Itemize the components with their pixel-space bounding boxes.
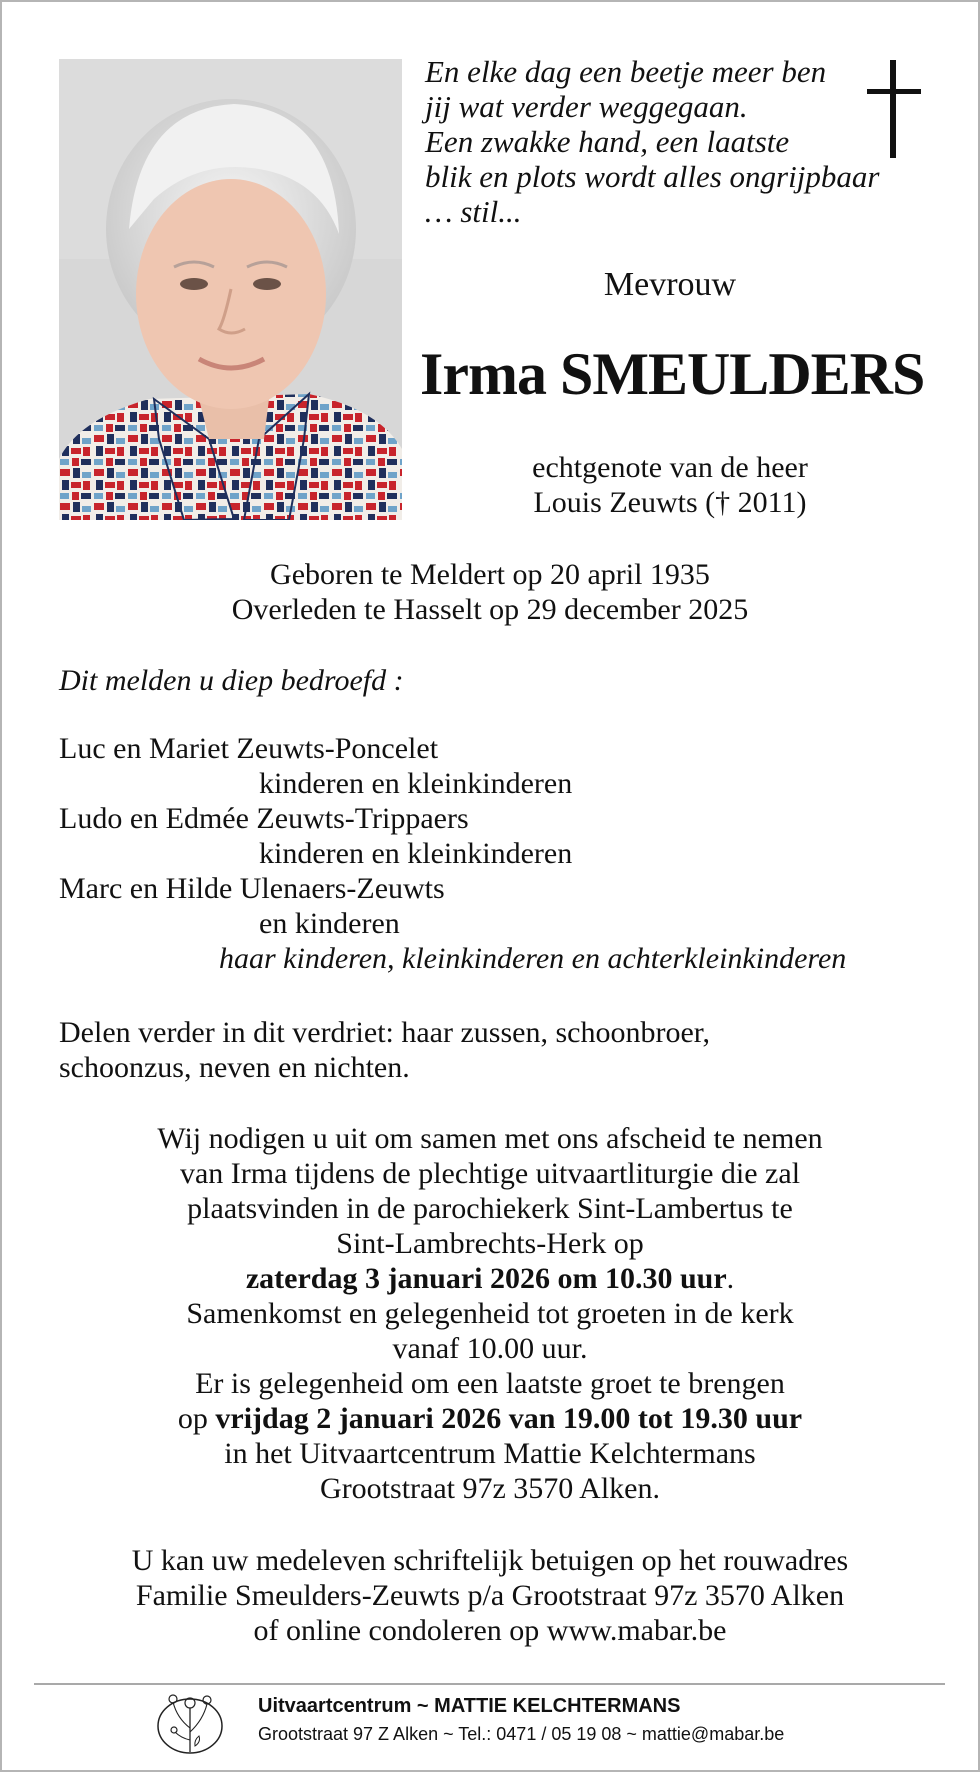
relatives-line: schoonzus, neven en nichten.: [59, 1051, 410, 1084]
viewing-date: vrijdag 2 januari 2026 van 19.00 tot 19.30 uur: [215, 1402, 803, 1435]
relatives-line: Delen verder in dit verdriet: haar zussen, schoonbroer,: [59, 1016, 711, 1049]
viewing-date-line: op vrijdag 2 januari 2026 van 19.00 tot 19.30 uur: [177, 1402, 803, 1435]
ceremony-line: Grootstraat 97z 3570 Alken.: [320, 1472, 660, 1505]
funeral-home-contact: Grootstraat 97 Z Alken ~ Tel.: 0471 / 05 19 08 ~ mattie@mabar.be: [258, 1724, 785, 1744]
ceremony-info: [0, 1121, 980, 1506]
spouse-line: echtgenote van de heer: [532, 451, 808, 484]
condolence-line: of online condoleren op www.mabar.be: [253, 1614, 727, 1647]
birth-line: Geboren te Meldert op 20 april 1935: [270, 558, 710, 591]
flower-logo-icon: [155, 1688, 225, 1756]
poem-line: En elke dag een beetje meer ben: [425, 54, 827, 89]
portrait-photo: [59, 59, 402, 520]
family-last: haar kinderen, kleinkinderen en achterkleinkinderen: [219, 942, 847, 975]
ceremony-line: in het Uitvaartcentrum Mattie Kelchtermans: [224, 1437, 756, 1470]
cross-icon: [865, 60, 925, 160]
condolence-line: U kan uw medeleven schriftelijk betuigen op het rouwadres: [131, 1544, 849, 1577]
family-sub: kinderen en kleinkinderen: [259, 837, 573, 870]
salutation: Mevrouw: [603, 266, 737, 303]
poem-line: blik en plots wordt alles ongrijpbaar: [425, 159, 880, 194]
family-name: Ludo en Edmée Zeuwts-Trippaers: [59, 802, 469, 835]
condolence-line: Familie Smeulders-Zeuwts p/a Grootstraat 97z 3570 Alken: [135, 1579, 845, 1612]
spouse-info: [420, 450, 920, 520]
spouse-line: Louis Zeuwts († 2011): [533, 486, 807, 519]
poem: [425, 54, 895, 229]
ceremony-line: Sint-Lambrechts-Herk op: [336, 1227, 644, 1260]
poem-line: … stil...: [425, 194, 522, 229]
ceremony-line: Er is gelegenheid om een laatste groet te brengen: [195, 1367, 785, 1400]
family-list: [59, 731, 847, 975]
ceremony-line: Samenkomst en gelegenheid tot groeten in de kerk: [186, 1297, 794, 1330]
death-line: Overleden te Hasselt op 29 december 2025: [231, 593, 749, 626]
family-sub: kinderen en kleinkinderen: [259, 767, 573, 800]
footer-divider: [34, 1683, 945, 1685]
ceremony-line: Wij nodigen u uit om samen met ons afscheid te nemen: [157, 1122, 823, 1155]
family-name: Luc en Mariet Zeuwts-Poncelet: [59, 732, 439, 765]
deceased-name: Irma SMEULDERS: [420, 341, 925, 407]
ceremony-date-line: zaterdag 3 januari 2026 om 10.30 uur.: [245, 1262, 735, 1295]
announcement: Dit melden u diep bedroefd :: [59, 664, 404, 697]
life-dates: [0, 557, 980, 627]
poem-line: Een zwakke hand, een laatste: [425, 124, 790, 159]
ceremony-line: vanaf 10.00 uur.: [392, 1332, 588, 1365]
poem-line: jij wat verder weggegaan.: [425, 89, 748, 124]
condolence-info: [0, 1543, 980, 1648]
ceremony-line: plaatsvinden in de parochiekerk Sint-Lambertus te: [187, 1192, 793, 1225]
ceremony-line: van Irma tijdens de plechtige uitvaartliturgie die zal: [179, 1157, 801, 1190]
relatives: [59, 1015, 710, 1085]
family-name: Marc en Hilde Ulenaers-Zeuwts: [59, 872, 445, 905]
funeral-home-name: Uitvaartcentrum ~ MATTIE KELCHTERMANS: [258, 1695, 681, 1717]
ceremony-date: zaterdag 3 januari 2026 om 10.30 uur: [245, 1262, 727, 1295]
family-sub: en kinderen: [259, 907, 400, 940]
